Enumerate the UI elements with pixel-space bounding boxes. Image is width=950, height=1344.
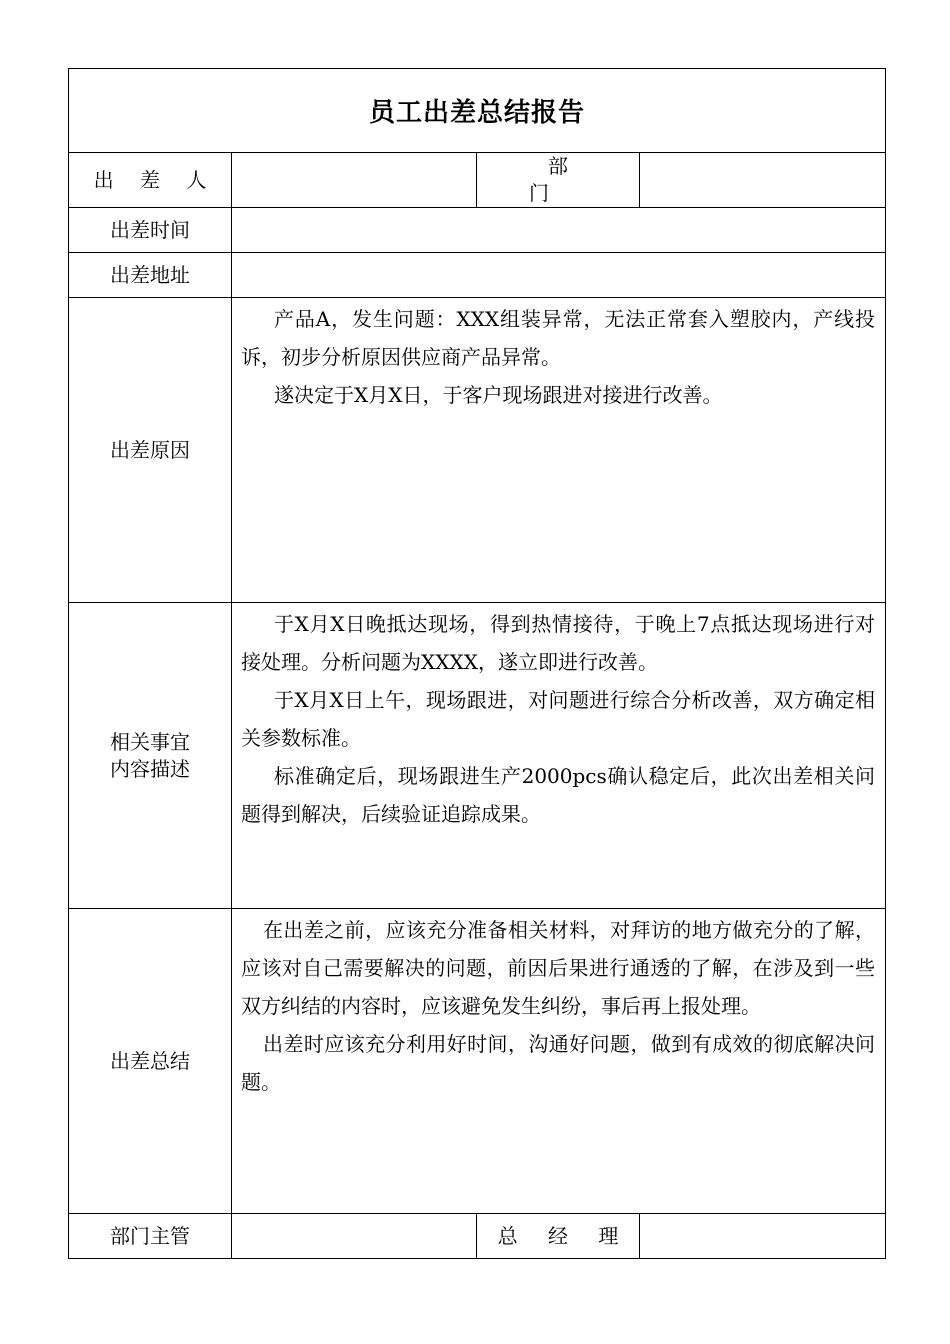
traveler-field[interactable] [232,153,477,208]
travel-address-label: 出差地址 [69,253,232,298]
travel-summary-label: 出差总结 [69,909,232,1214]
travel-reason-content[interactable] [232,298,886,603]
reason-paragraph: 遂决定于X月X日，于客户现场跟进对接进行改善。 [274,383,723,407]
travel-address-field[interactable] [232,253,886,298]
travel-time-label: 出差时间 [69,208,232,253]
general-manager-field[interactable] [640,1214,886,1259]
summary-paragraph: 出差时应该充分利用好时间，沟通好问题，做到有成效的彻底解决问题。 [241,1032,876,1094]
related-paragraph: 于X月X日上午，现场跟进，对问题进行综合分析改善，双方确定相关参数标准。 [241,688,876,750]
travel-summary-content[interactable] [232,909,886,1214]
report-title: 员工出差总结报告 [69,69,886,153]
travel-reason-label: 出差原因 [69,298,232,603]
travel-report-table [68,68,886,1259]
related-paragraph: 标准确定后，现场跟进生产2000pcs确认稳定后，此次出差相关问题得到解决，后续验证追踪成果。 [241,764,876,826]
related-paragraph: 于X月X日晚抵达现场，得到热情接待，于晚上7点抵达现场进行对接处理。分析问题为XXXX，遂立即进行改善。 [241,612,876,674]
department-label: 部 门 [477,153,640,208]
related-matters-content[interactable] [232,603,886,909]
department-field[interactable] [640,153,886,208]
general-manager-label: 总 经 理 [477,1214,640,1259]
traveler-label: 出 差 人 [69,153,232,208]
reason-paragraph: 产品A，发生问题：XXX组装异常，无法正常套入塑胶内，产线投诉，初步分析原因供应商产品异常。 [241,307,876,369]
related-matters-label [69,603,232,909]
related-label-line2: 内容描述 [110,756,190,781]
travel-time-field[interactable] [232,208,886,253]
summary-paragraph: 在出差之前，应该充分准备相关材料，对拜访的地方做充分的了解，应该对自己需要解决的问题，前因后果进行通透的了解，在涉及到一些双方纠结的内容时，应该避免发生纠纷，事后再上报处理。 [241,918,876,1018]
dept-supervisor-label: 部门主管 [69,1214,232,1259]
dept-supervisor-field[interactable] [232,1214,477,1259]
related-label-line1: 相关事宜 [110,729,190,754]
